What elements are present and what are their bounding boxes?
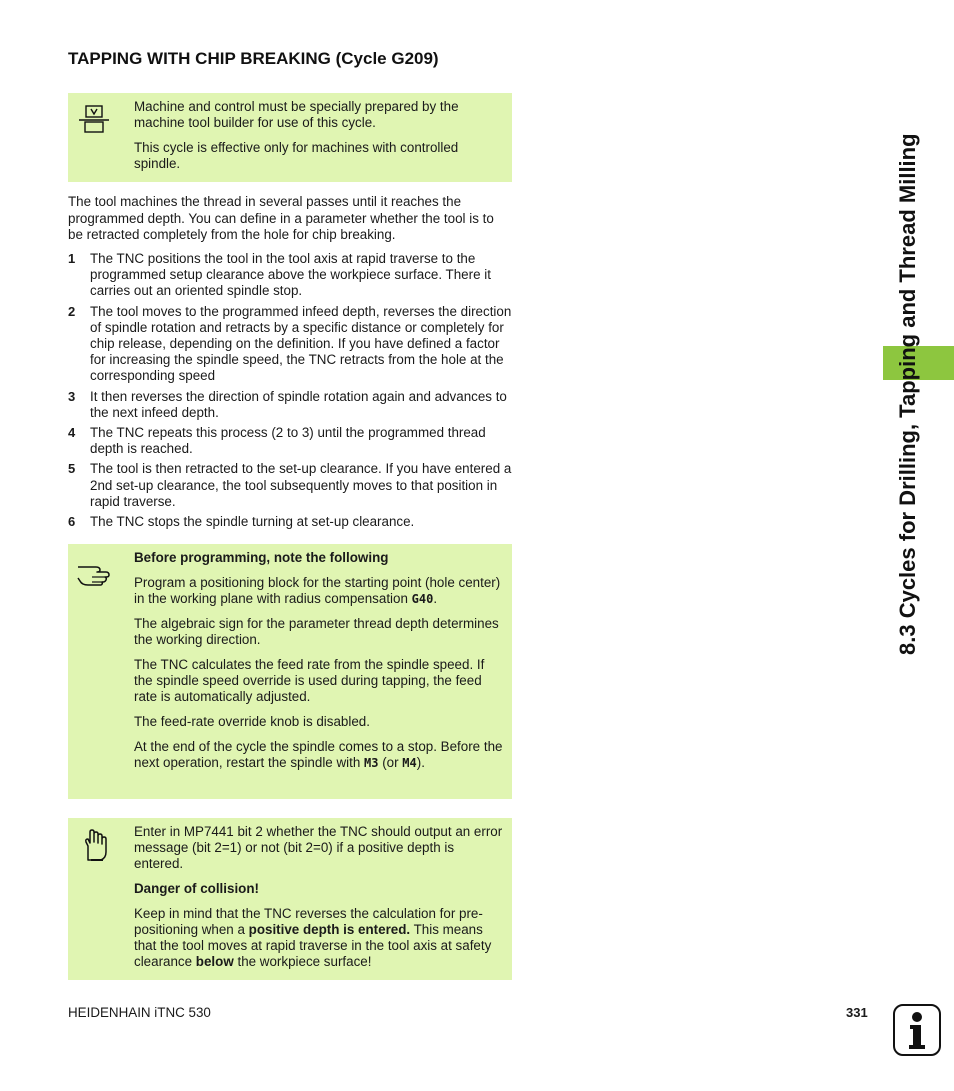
step-number: 3 [68, 388, 76, 404]
machine-icon [76, 103, 112, 137]
warning-note-title: Danger of collision! [134, 881, 259, 896]
step-number: 2 [68, 303, 76, 319]
page-heading: TAPPING WITH CHIP BREAKING (Cycle G209) [68, 49, 439, 68]
code-m3: M3 [364, 756, 379, 770]
programming-note-text: The feed-rate override knob is disabled. [134, 714, 370, 729]
step-number: 4 [68, 425, 76, 441]
machine-note-body [134, 99, 506, 181]
step-number: 6 [68, 514, 76, 530]
warning-note-text: Enter in MP7441 bit 2 whether the TNC should output an error message (bit 2=1) or not (bit 2=0) if a positive depth is entered. [134, 824, 503, 871]
list-item [68, 425, 512, 457]
step-text: The TNC repeats this process (2 to 3) until the programmed thread depth is reached. [90, 425, 486, 457]
step-text: The TNC positions the tool in the tool axis at rapid traverse to the programmed setup clearance above the workpiece surface. There it carries out an oriented spindle stop. [90, 251, 491, 299]
programming-note-text: The TNC calculates the feed rate from the spindle speed. If the spindle speed override is used during tapping, the feed rate is automatically adjusted. [134, 657, 485, 704]
intro-paragraph: The tool machines the thread in several passes until it reaches the programmed depth. You can define in a parameter whether the tool is to be retracted completely from the hole for chip breaking. [68, 194, 494, 242]
step-text: The TNC stops the spindle turning at set-up clearance. [90, 514, 415, 530]
list-item [68, 304, 512, 385]
list-item [68, 514, 512, 530]
programming-note-title: Before programming, note the following [134, 550, 389, 565]
machine-note-box [68, 93, 512, 182]
step-number: 1 [68, 251, 76, 266]
machine-note-text: This cycle is effective only for machines with controlled spindle. [134, 140, 459, 171]
programming-note-text: The algebraic sign for the parameter thread depth determines the working direction. [134, 616, 499, 647]
page-number: 331 [846, 1005, 868, 1020]
code-g40: G40 [411, 592, 434, 606]
code-m4: M4 [402, 756, 417, 770]
warning-note-body [134, 824, 506, 979]
step-text: The tool is then retracted to the set-up clearance. If you have entered a 2nd set-up clearance, the tool subsequently moves to that position in rapid traverse. [90, 461, 512, 509]
list-item [68, 461, 512, 510]
info-icon [893, 1004, 941, 1056]
list-item [68, 251, 512, 300]
programming-note-box [68, 544, 512, 799]
warning-note-box [68, 818, 512, 980]
warning-note-text: Keep in mind that the TNC reverses the calculation for pre-positioning when a positive depth is entered. This means that the tool moves at rapid traverse in the tool axis at safety clearance below the workpiece surface! [134, 906, 492, 969]
steps-list [68, 251, 512, 534]
machine-note-text: Machine and control must be specially prepared by the machine tool builder for use of this cycle. [134, 99, 459, 130]
warning-hand-icon [76, 828, 112, 862]
pointing-hand-icon [76, 554, 112, 588]
programming-note-text: At the end of the cycle the spindle comes to a stop. Before the next operation, restart the spindle with M3 (or M4). [134, 739, 503, 770]
programming-note-text: Program a positioning block for the starting point (hole center) in the working plane with radius compensation G40. [134, 575, 501, 606]
list-item [68, 389, 512, 421]
step-text: It then reverses the direction of spindle rotation again and advances to the next infeed depth. [90, 388, 507, 420]
step-number: 5 [68, 461, 76, 477]
footer-product-name: HEIDENHAIN iTNC 530 [68, 1005, 211, 1020]
programming-note-body [134, 550, 506, 780]
chapter-side-title: 8.3 Cycles for Drilling, Tapping and Thread Milling [895, 133, 920, 655]
step-text: The tool moves to the programmed infeed depth, reverses the direction of spindle rotation and retracts by a specific distance or completely for chip release, depending on the definition. If you have defined a factor for increasing the spindle speed, the TNC retracts from the hole at the corresponding speed [90, 303, 512, 384]
